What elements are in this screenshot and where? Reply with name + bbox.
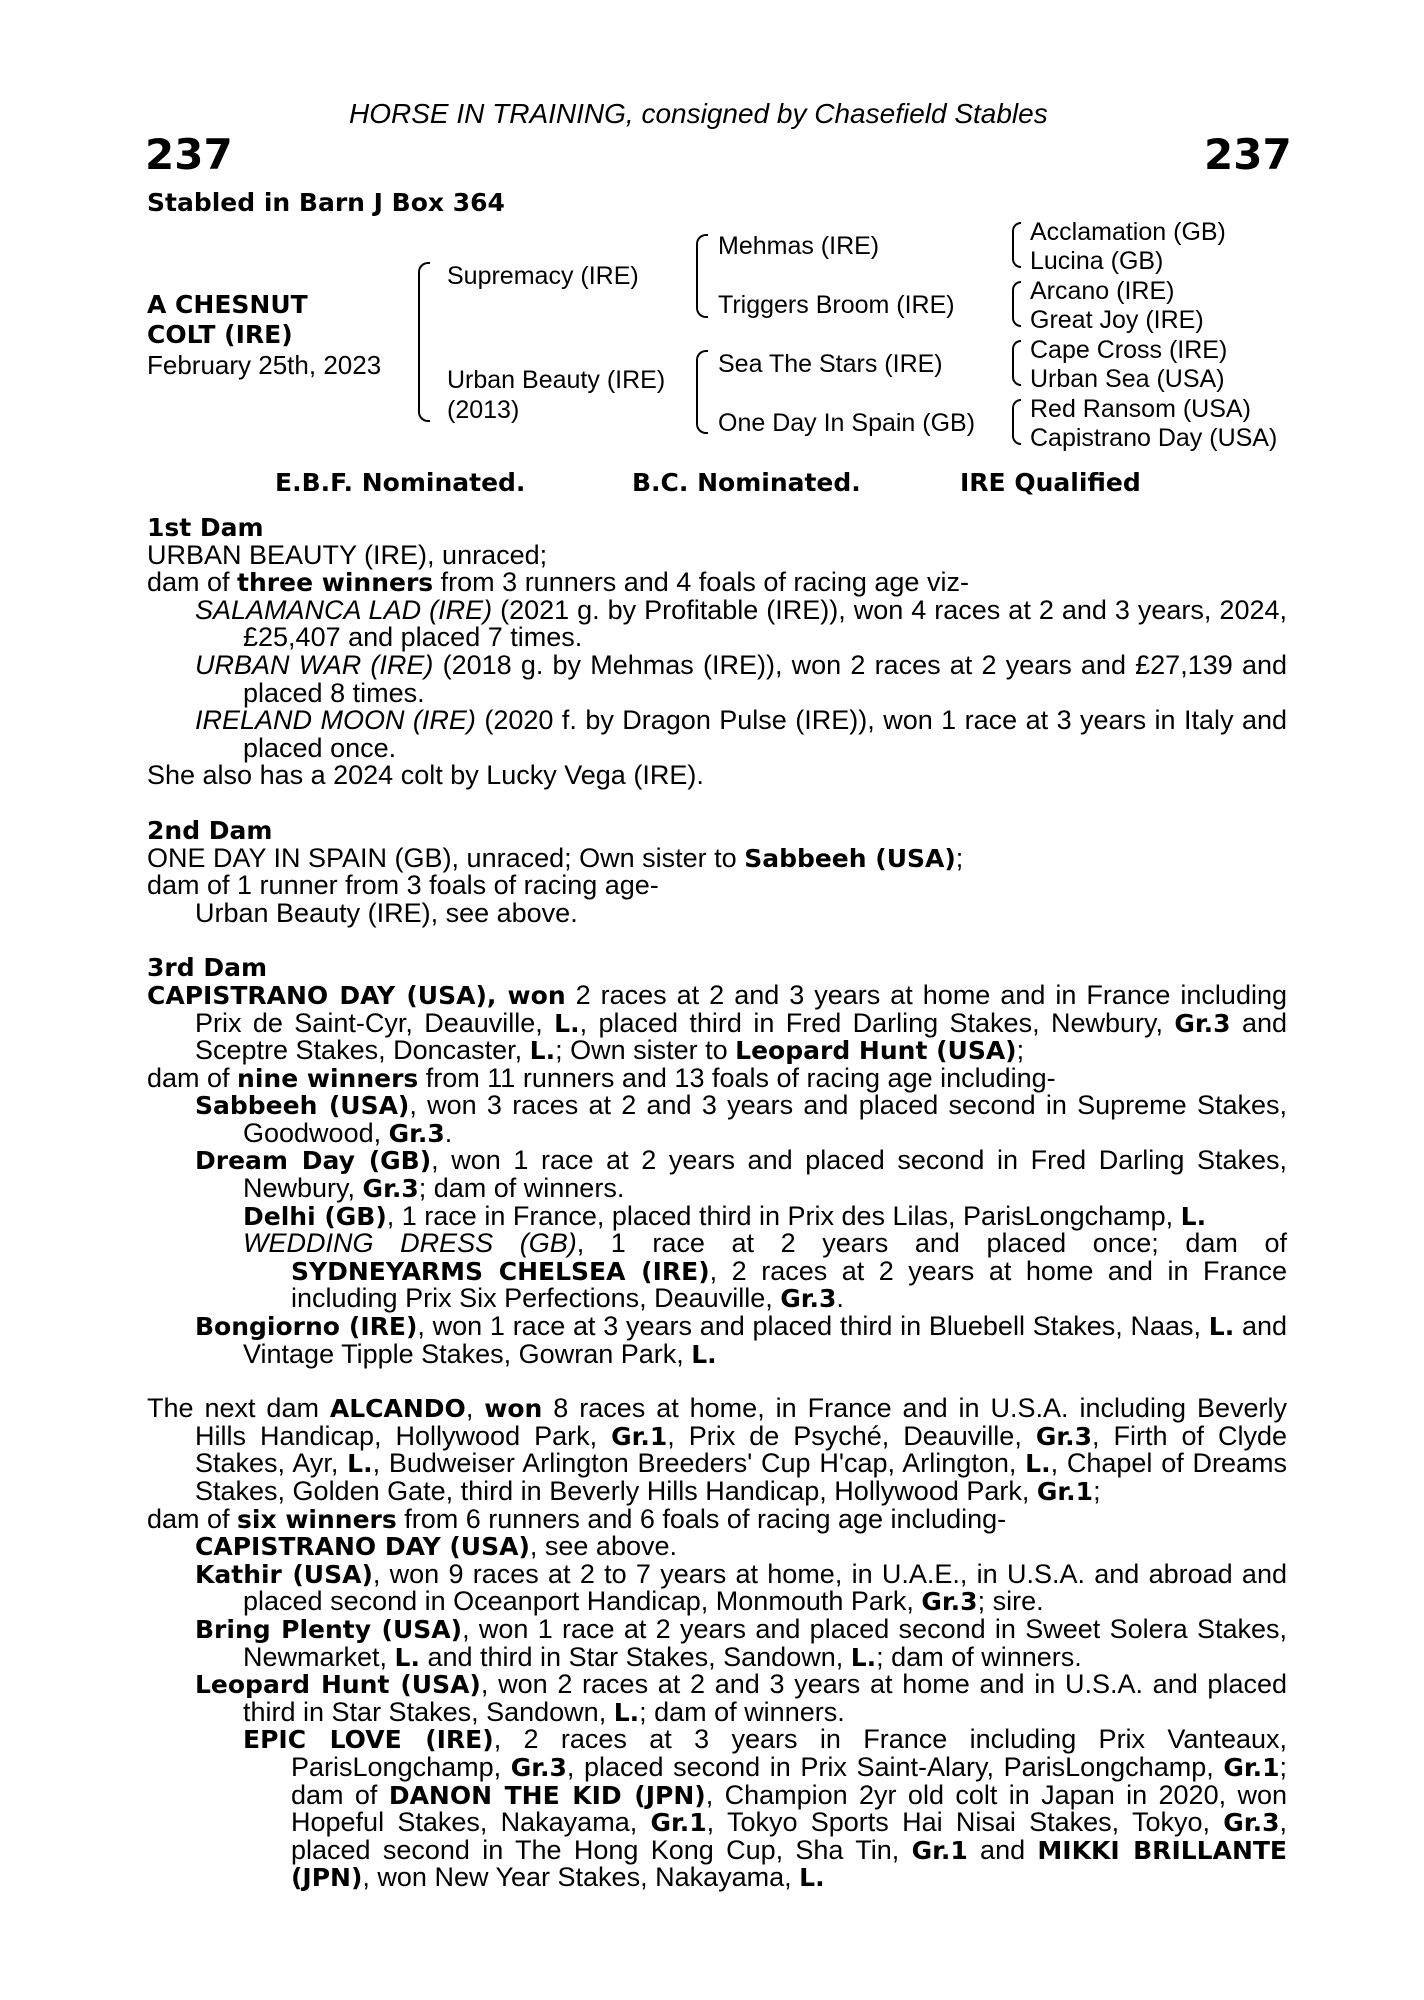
pedigree-dam: Urban Beauty (IRE) bbox=[447, 366, 666, 394]
pedigree-dam-sire: Sea The Stars (IRE) bbox=[718, 350, 943, 378]
second-dam-heading: 2nd Dam bbox=[147, 815, 273, 845]
next-dam-produce-bring-plenty: Bring Plenty (USA), won 1 race at 2 years and placed second in Sweet Solera Stakes, Newmarket, L. and third in Star Stakes, Sandown, L.; dam of winners. bbox=[195, 1613, 1287, 1672]
ire-qualified: IRE Qualified bbox=[960, 468, 1141, 497]
lot-number-right: 237 bbox=[1204, 130, 1292, 179]
horse-description-line2: COLT (IRE) bbox=[147, 320, 293, 349]
second-dam-line: ONE DAY IN SPAIN (GB), unraced; Own sister to Sabbeeh (USA); bbox=[147, 842, 964, 873]
third-dam-summary: dam of nine winners from 11 runners and 13 foals of racing age including- bbox=[147, 1062, 1056, 1093]
next-dam-produce-capistrano: CAPISTRANO DAY (USA), see above. bbox=[195, 1531, 677, 1562]
pedigree-g3-5: Cape Cross (IRE) bbox=[1030, 336, 1228, 364]
first-dam-note: She also has a 2024 colt by Lucky Vega (IRE). bbox=[147, 760, 704, 791]
pedigree-brace-g3 bbox=[1012, 340, 1021, 386]
bc-nominated: B.C. Nominated. bbox=[632, 468, 861, 497]
pedigree-dam-year: (2013) bbox=[447, 396, 520, 424]
next-dam-line: The next dam ALCANDO, won 8 races at home, in France and in U.S.A. including Beverly Hills Handicap, Hollywood Park, Gr.1, Prix de Psyché, Deauville, Gr.3, Firth of Clyde Stakes, Ayr, L., Budweiser Arlington Breeders' Cup H'cap, Arlington, L., Chapel of Dreams Stakes, Golden Gate, third in Beverly Hills Handicap, Hollywood Park, Gr.1; bbox=[147, 1393, 1287, 1506]
pedigree-g3-2: Lucina (GB) bbox=[1030, 247, 1164, 275]
first-dam-line: URBAN BEAUTY (IRE), unraced; bbox=[147, 539, 548, 570]
foaling-date: February 25th, 2023 bbox=[147, 350, 382, 380]
pedigree-brace-dam bbox=[696, 350, 708, 434]
stabled-location: Stabled in Barn J Box 364 bbox=[147, 188, 505, 217]
first-dam-summary: dam of three winners from 3 runners and 4 foals of racing age viz- bbox=[147, 567, 969, 598]
pedigree-g3-6: Urban Sea (USA) bbox=[1030, 365, 1225, 393]
pedigree-dam-dam: One Day In Spain (GB) bbox=[718, 409, 976, 437]
next-dam-grandproduce-epic-love: EPIC LOVE (IRE), 2 races at 3 years in France including Prix Vanteaux, ParisLongchamp, Gr.3, placed second in Prix Saint-Alary, ParisLongchamp, Gr.1; dam of DANON THE KID (JPN), Champion 2yr old colt in Japan in 2020, won Hopeful Stakes, Nakayama, Gr.1, Tokyo Sports Hai Nisai Stakes, Tokyo, Gr.3, placed second in The Hong Kong Cup, Sha Tin, Gr.1 and MIKKI BRILLANTE (JPN), won New Year Stakes, Nakayama, L. bbox=[243, 1724, 1288, 1893]
pedigree-sire-sire: Mehmas (IRE) bbox=[718, 232, 880, 260]
pedigree-g3-1: Acclamation (GB) bbox=[1030, 218, 1226, 246]
horse-description-line1: A CHESNUT bbox=[147, 290, 308, 319]
produce-record bbox=[147, 514, 1287, 1892]
third-dam-grandproduce-wedding-dress: WEDDING DRESS (GB), 1 race at 2 years and placed once; dam of bbox=[243, 1228, 1287, 1259]
pedigree-g3-7: Red Ransom (USA) bbox=[1030, 395, 1251, 423]
pedigree-brace-sire bbox=[696, 234, 708, 318]
ebf-nominated: E.B.F. Nominated. bbox=[275, 468, 526, 497]
lot-number-left: 237 bbox=[145, 130, 233, 179]
first-dam-produce-2: URBAN WAR (IRE) (2018 g. by Mehmas (IRE)), won 2 races at 2 years and £27,139 and placed 8 times. bbox=[195, 649, 1287, 708]
pedigree-brace-gen1 bbox=[418, 262, 430, 422]
pedigree-g3-8: Capistrano Day (USA) bbox=[1030, 424, 1278, 452]
next-dam-produce-kathir: Kathir (USA), won 9 races at 2 to 7 years at home, in U.A.E., in U.S.A. and abroad and placed second in Oceanport Handicap, Monmouth Park, Gr.3; sire. bbox=[195, 1558, 1287, 1617]
pedigree-g3-3: Arcano (IRE) bbox=[1030, 277, 1175, 305]
third-dam-grandproduce-delhi: Delhi (GB), 1 race in France, placed third in Prix des Lilas, ParisLongchamp, L. bbox=[243, 1200, 1207, 1231]
pedigree-brace-g4 bbox=[1012, 399, 1021, 445]
first-dam-produce-1: SALAMANCA LAD (IRE) (2021 g. by Profitable (IRE)), won 4 races at 2 and 3 years, 2024, £25,407 and placed 7 times. bbox=[195, 594, 1287, 653]
next-dam-summary: dam of six winners from 6 runners and 6 foals of racing age including- bbox=[147, 1503, 1007, 1534]
second-dam-summary: dam of 1 runner from 3 foals of racing age- bbox=[147, 870, 659, 901]
pedigree-sire-dam: Triggers Broom (IRE) bbox=[718, 291, 955, 319]
third-dam-produce-bongiorno: Bongiorno (IRE), won 1 race at 3 years and placed third in Bluebell Stakes, Naas, L. and Vintage Tipple Stakes, Gowran Park, L. bbox=[195, 1311, 1287, 1369]
pedigree-g3-4: Great Joy (IRE) bbox=[1030, 306, 1204, 334]
pedigree-sire: Supremacy (IRE) bbox=[447, 262, 639, 290]
catalogue-header: HORSE IN TRAINING, consigned by Chasefield Stables bbox=[349, 98, 1048, 129]
third-dam-heading: 3rd Dam bbox=[147, 953, 267, 983]
first-dam-heading: 1st Dam bbox=[147, 513, 264, 542]
pedigree-brace-g1 bbox=[1012, 222, 1021, 268]
third-dam-produce-dream-day: Dream Day (GB), won 1 race at 2 years and placed second in Fred Darling Stakes, Newbury, Gr.3; dam of winners. bbox=[195, 1145, 1287, 1204]
first-dam-produce-3: IRELAND MOON (IRE) (2020 f. by Dragon Pulse (IRE)), won 1 race at 3 years in Italy and placed once. bbox=[195, 705, 1287, 763]
third-dam-produce-sabbeeh: Sabbeeh (USA), won 3 races at 2 and 3 years and placed second in Supreme Stakes, Goodwood, Gr.3. bbox=[195, 1090, 1287, 1148]
next-dam-produce-leopard-hunt: Leopard Hunt (USA), won 2 races at 2 and 3 years at home and in U.S.A. and placed third in Star Stakes, Sandown, L.; dam of winners. bbox=[195, 1669, 1287, 1727]
pedigree-brace-g2 bbox=[1012, 281, 1021, 327]
second-dam-produce: Urban Beauty (IRE), see above. bbox=[195, 897, 578, 928]
third-dam-greatgrandproduce-sydneyarms: SYDNEYARMS CHELSEA (IRE), 2 races at 2 years at home and in France including Prix Six Perfections, Deauville, Gr.3. bbox=[291, 1255, 1288, 1314]
third-dam-line: CAPISTRANO DAY (USA), won 2 races at 2 and 3 years at home and in France including Prix de Saint-Cyr, Deauville, L., placed third in Fred Darling Stakes, Newbury, Gr.3 and Sceptre Stakes, Doncaster, L.; Own sister to Leopard Hunt (USA); bbox=[147, 979, 1287, 1066]
